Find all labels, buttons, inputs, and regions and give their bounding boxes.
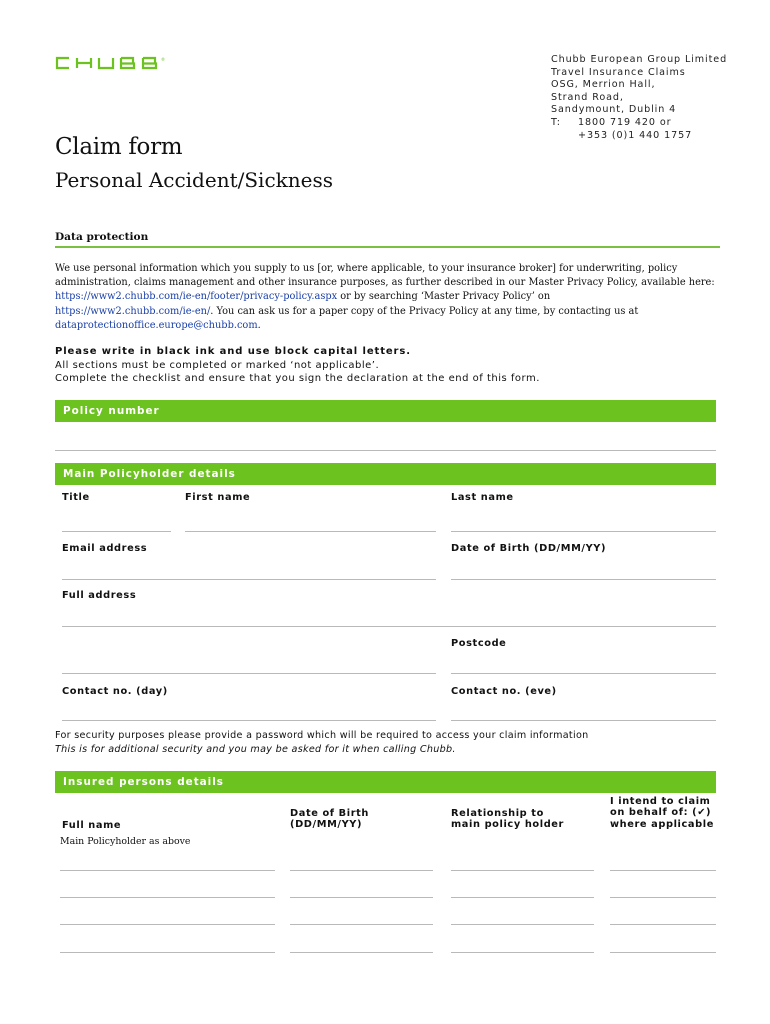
data-protection-email-link[interactable]: dataprotectionoffice.europe@chubb.com — [55, 319, 258, 331]
col-full-name: Full name — [62, 820, 122, 831]
address-line: Strand Road, — [551, 91, 624, 103]
first-name-label: First name — [185, 492, 251, 503]
data-protection-text-part: We use personal information which you supply to us [or, where applicable, to your insurance broker] for underwriting, policy administration, claims management and other insurance purposes, as further described in our Master Privacy Policy, available here: — [55, 263, 715, 289]
insured-claim-field[interactable] — [610, 952, 716, 953]
form-title: Claim form — [55, 134, 183, 160]
form-instructions — [55, 345, 540, 386]
postcode-field[interactable] — [451, 673, 716, 674]
insured-claim-field[interactable] — [610, 897, 716, 898]
email-label: Email address — [62, 543, 148, 554]
company-address — [551, 54, 727, 142]
insured-dob-field[interactable] — [290, 897, 433, 898]
data-protection-text-part: . You can ask us for a paper copy of the Privacy Policy at any time, by contacting us at — [210, 305, 639, 317]
address-field-line-1[interactable] — [62, 626, 716, 627]
telephone-number-1: 1800 719 420 or — [578, 116, 672, 128]
contact-day-field[interactable] — [62, 720, 436, 721]
data-protection-text-part: . — [257, 319, 261, 331]
chubb-website-link[interactable]: https://www2.chubb.com/ie-en/ — [55, 305, 211, 317]
address-field-line-2[interactable] — [62, 673, 436, 674]
first-name-field[interactable] — [185, 531, 436, 532]
insured-name-field[interactable] — [60, 897, 275, 898]
security-note: For security purposes please provide a password which will be required to access your claim information — [55, 730, 589, 741]
insured-name-field[interactable] — [60, 924, 275, 925]
title-field[interactable] — [62, 531, 171, 532]
security-note-italic: This is for additional security and you may be asked for it when calling Chubb. — [55, 744, 456, 755]
last-name-field[interactable] — [451, 531, 716, 532]
form-subtitle: Personal Accident/Sickness — [55, 168, 334, 192]
address-line: OSG, Merrion Hall, — [551, 79, 656, 91]
instruction-line: Complete the checklist and ensure that you sign the declaration at the end of this form. — [55, 373, 540, 385]
main-policyholder-header: Main Policyholder details — [55, 463, 716, 485]
last-name-label: Last name — [451, 492, 514, 503]
contact-eve-field[interactable] — [451, 720, 716, 721]
address-line: Chubb European Group Limited — [551, 54, 728, 65]
title-label: Title — [62, 492, 90, 503]
contact-day-label: Contact no. (day) — [62, 686, 168, 697]
telephone-number-2: +353 (0)1 440 1757 — [578, 129, 693, 141]
contact-eve-label: Contact no. (eve) — [451, 686, 557, 697]
dob-label: Date of Birth (DD/MM/YY) — [451, 543, 607, 554]
insured-relationship-field[interactable] — [451, 924, 594, 925]
policy-number-header: Policy number — [55, 400, 716, 422]
telephone-label: T: — [551, 116, 561, 128]
insured-dob-field[interactable] — [290, 870, 433, 871]
section-divider — [55, 246, 720, 248]
address-line: Sandymount, Dublin 4 — [551, 104, 677, 116]
col-relationship: Relationship to main policy holder — [451, 808, 564, 831]
insured-relationship-field[interactable] — [451, 897, 594, 898]
instruction-bold: Please write in black ink and use block capital letters. — [55, 346, 411, 357]
svg-text:®: ® — [161, 57, 165, 62]
first-row-note: Main Policyholder as above — [60, 836, 191, 847]
instruction-line: All sections must be completed or marked ‘not applicable’. — [55, 359, 380, 371]
telephone-line — [551, 117, 727, 130]
address-line: Travel Insurance Claims — [551, 66, 686, 78]
policy-number-field[interactable] — [55, 450, 716, 451]
insured-name-field[interactable] — [60, 870, 275, 871]
insured-dob-field[interactable] — [290, 924, 433, 925]
insured-claim-field[interactable] — [610, 924, 716, 925]
data-protection-text-part: or by searching ‘Master Privacy Policy’ on — [337, 291, 551, 303]
insured-name-field[interactable] — [60, 952, 275, 953]
full-address-label: Full address — [62, 590, 137, 601]
privacy-policy-link[interactable]: https://www2.chubb.com/ie-en/footer/privacy-policy.aspx — [55, 291, 338, 303]
postcode-label: Postcode — [451, 638, 507, 649]
dob-field[interactable] — [451, 579, 716, 580]
insured-relationship-field[interactable] — [451, 870, 594, 871]
insured-dob-field[interactable] — [290, 952, 433, 953]
data-protection-heading: Data protection — [55, 231, 149, 243]
insured-claim-field[interactable] — [610, 870, 716, 871]
insured-relationship-field[interactable] — [451, 952, 594, 953]
data-protection-text — [55, 262, 740, 333]
email-field[interactable] — [62, 579, 436, 580]
col-claim-on-behalf: I intend to claim on behalf of: (✔) where applicable — [610, 796, 714, 830]
col-date-of-birth: Date of Birth (DD/MM/YY) — [290, 808, 369, 831]
chubb-logo — [55, 53, 180, 73]
insured-persons-header: Insured persons details — [55, 771, 716, 793]
